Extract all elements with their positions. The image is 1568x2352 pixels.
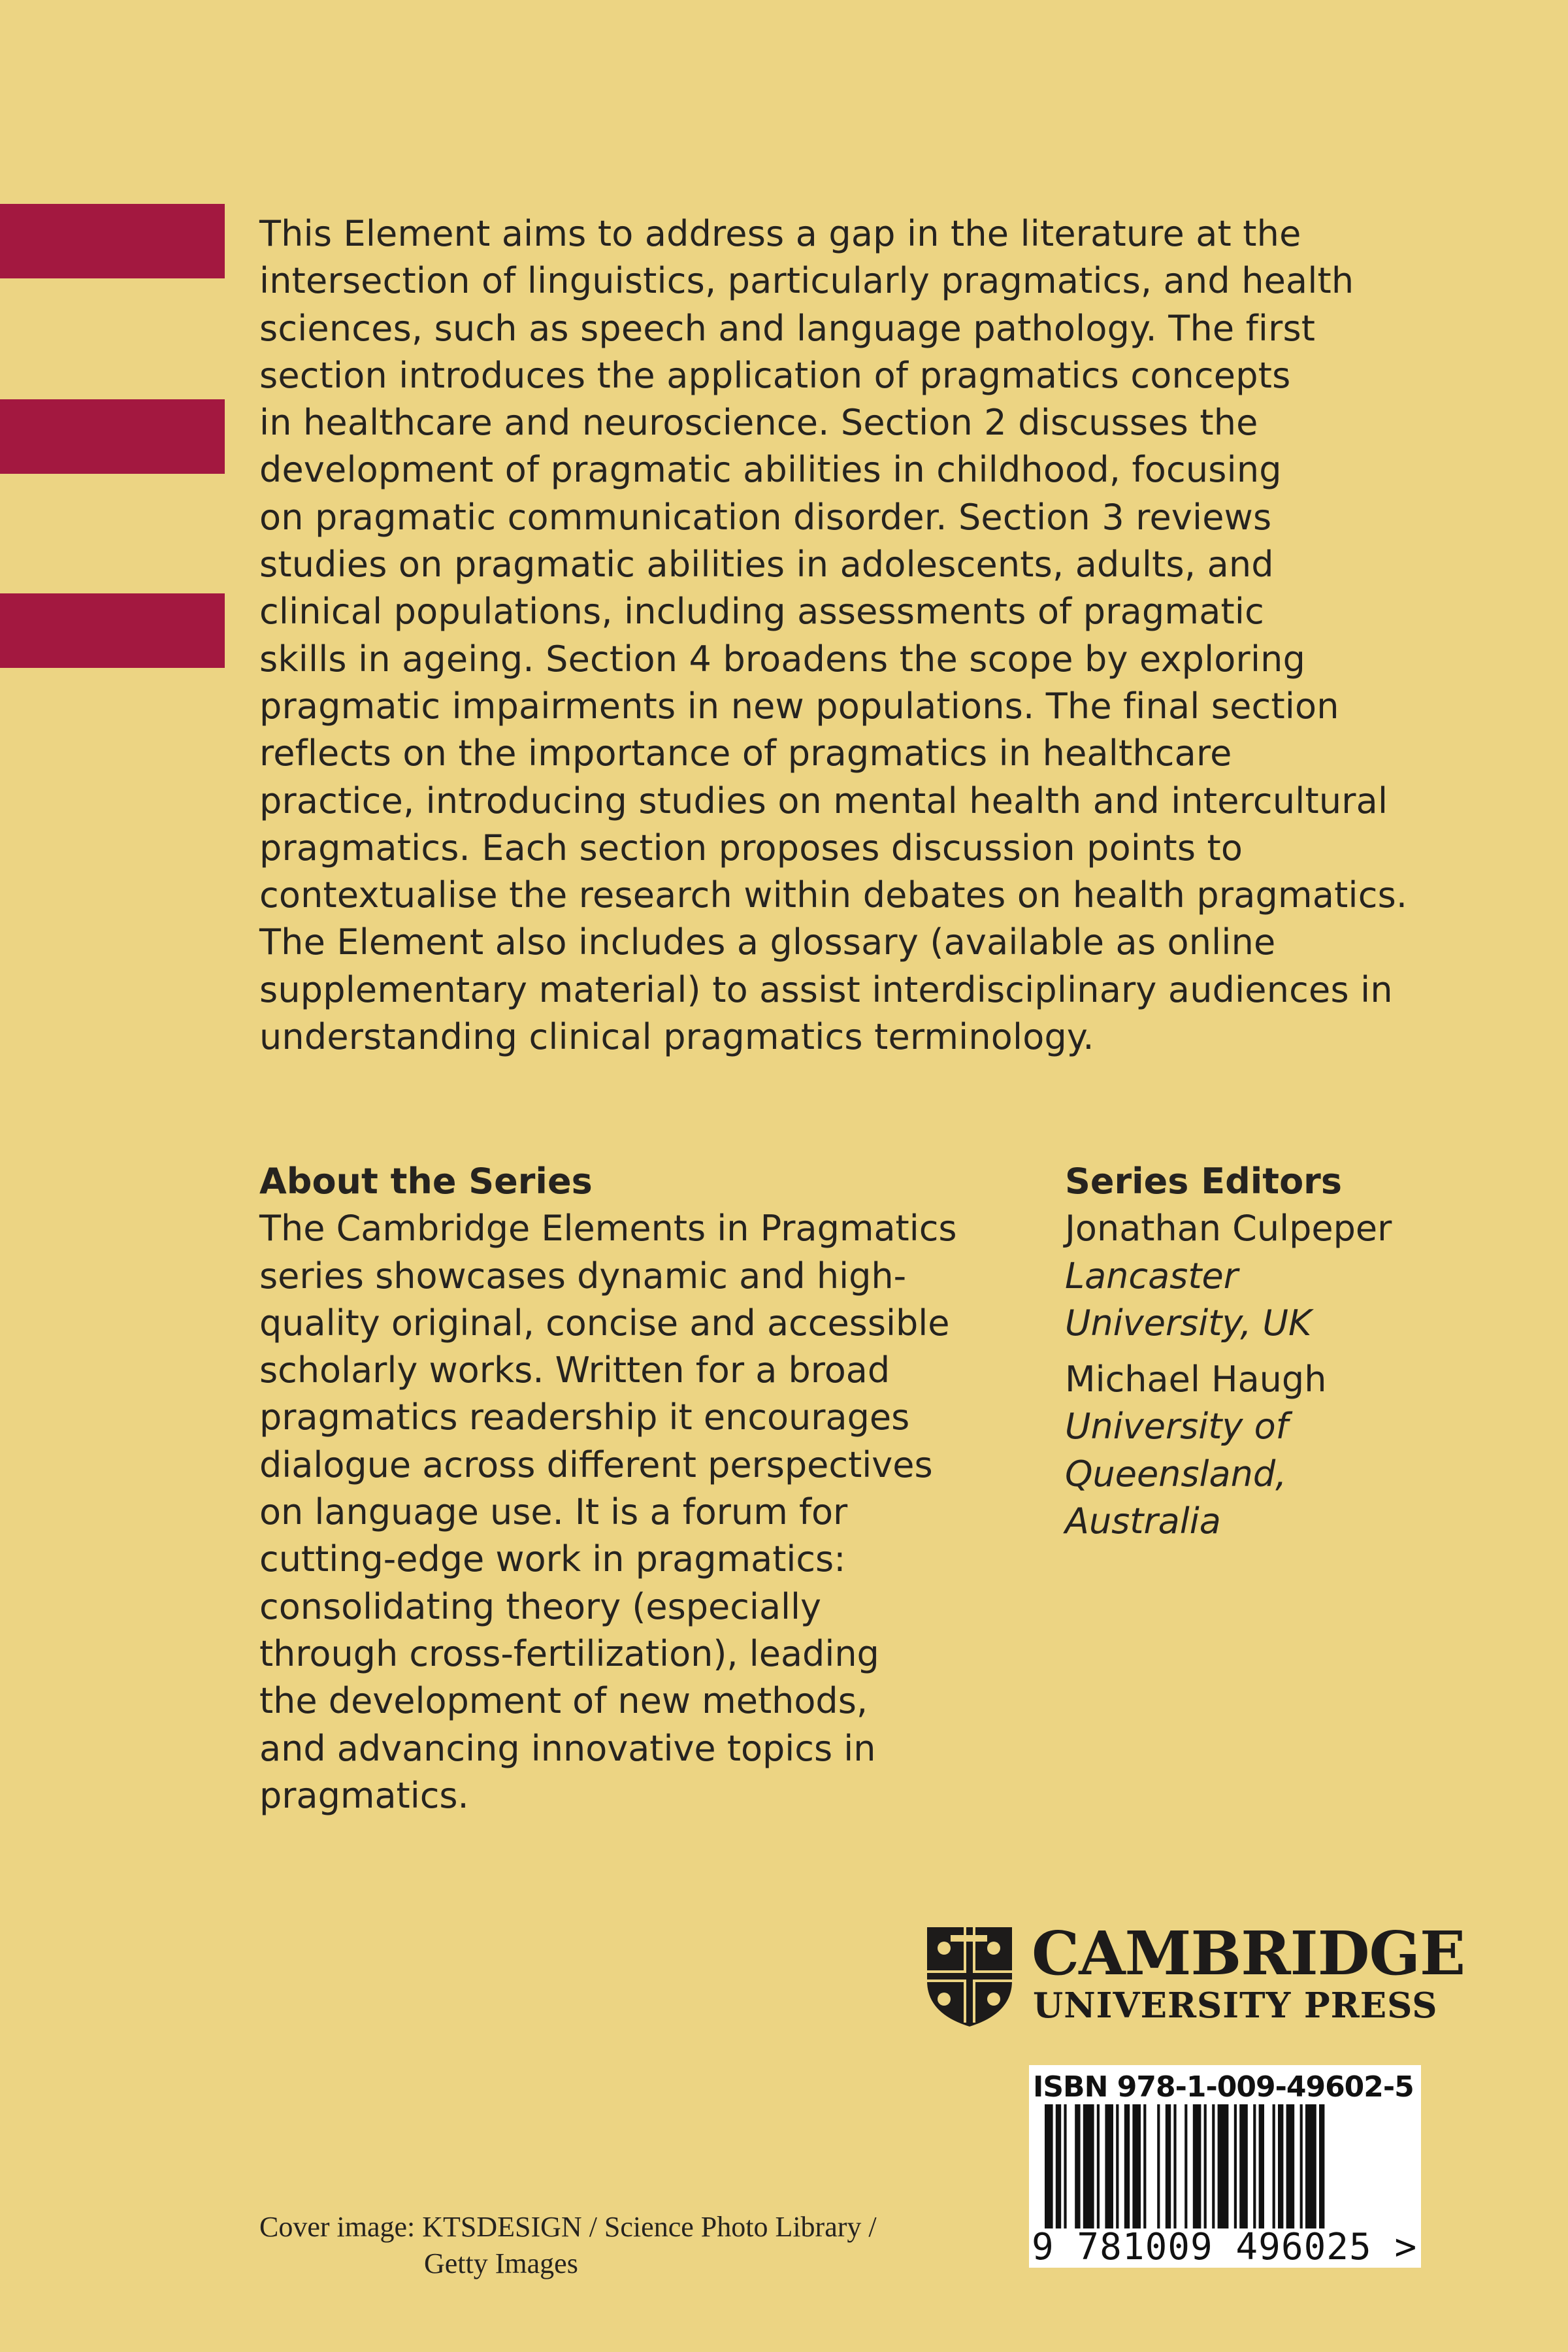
publisher-name: CAMBRIDGE [1032,1918,1465,1989]
editor-affiliation: University of [1065,1406,1288,1448]
series-editors-section [1065,1158,1522,1545]
editor-name: Michael Haugh [1065,1359,1327,1400]
cover-image-credit [259,2209,877,2282]
blurb-line: development of pragmatic abilities in childhood, focusing [259,449,1282,491]
about-line: The Cambridge Elements in Pragmatics [259,1208,957,1250]
blurb-line: pragmatic impairments in new populations. The final section [259,685,1339,727]
about-line: through cross-fertilization), leading [259,1632,879,1674]
editor-affiliation: Australia [1065,1500,1221,1542]
credit-line: Getty Images [424,2247,578,2279]
about-line: consolidating theory (especially [259,1585,821,1627]
blurb-line: skills in ageing. Section 4 broadens the scope by exploring [259,638,1306,680]
about-line: the development of new methods, [259,1680,868,1722]
about-series-section [259,1158,1011,1819]
isbn-label: ISBN 978-1-009-49602-5 [1033,2070,1414,2104]
accent-bar-1 [0,204,225,278]
about-line: and advancing innovative topics in [259,1727,876,1769]
credit-line: Cover image: KTSDESIGN / Science Photo Library / [259,2211,877,2243]
ean-number: 9 781009 496025 > [1032,2226,1418,2268]
about-line: pragmatics. [259,1774,469,1816]
about-line: pragmatics readership it encourages [259,1397,910,1438]
about-line: quality original, concise and accessible [259,1302,950,1344]
editor-affiliation: University, UK [1065,1302,1312,1344]
blurb-line: intersection of linguistics, particularly pragmatics, and health [259,260,1354,302]
series-editors-heading: Series Editors [1065,1161,1342,1202]
accent-bar-2 [0,399,225,474]
blurb-line: contextualise the research within debates on health pragmatics. [259,874,1408,916]
about-line: cutting-edge work in pragmatics: [259,1538,846,1580]
barcode-icon [1029,2104,1421,2228]
blurb-line: supplementary material) to assist interdisciplinary audiences in [259,969,1393,1010]
blurb-line: section introduces the application of pragmatics concepts [259,354,1291,396]
publisher-logo [924,1918,1465,2029]
blurb-line: This Element aims to address a gap in the literature at the [259,213,1301,254]
accent-bar-3 [0,593,225,668]
blurb-line: studies on pragmatic abilities in adolescents, adults, and [259,544,1274,586]
blurb-line: sciences, such as speech and language pathology. The first [259,307,1316,349]
about-line: scholarly works. Written for a broad [259,1350,890,1391]
crest-icon [924,1925,1015,2028]
editor-name: Jonathan Culpeper [1065,1208,1392,1250]
isbn-barcode [1029,2065,1421,2268]
about-line: on language use. It is a forum for [259,1491,848,1533]
blurb-line: practice, introducing studies on mental health and intercultural [259,780,1388,821]
about-line: dialogue across different perspectives [259,1444,933,1485]
about-series-heading: About the Series [259,1161,593,1202]
blurb-line: The Element also includes a glossary (available as online [259,921,1276,963]
book-blurb [259,210,1501,1061]
blurb-line: reflects on the importance of pragmatics in healthcare [259,733,1232,774]
editor-affiliation: Lancaster [1065,1255,1238,1297]
blurb-line: in healthcare and neuroscience. Section 2 discusses the [259,402,1258,444]
blurb-line: on pragmatic communication disorder. Section 3 reviews [259,496,1272,538]
about-line: series showcases dynamic and high- [259,1255,907,1297]
editor-affiliation: Queensland, [1065,1453,1287,1495]
blurb-line: understanding clinical pragmatics terminology. [259,1016,1094,1058]
blurb-line: clinical populations, including assessments of pragmatic [259,591,1264,633]
publisher-subtitle: UNIVERSITY PRESS [1033,1985,1438,2026]
blurb-line: pragmatics. Each section proposes discussion points to [259,827,1243,869]
